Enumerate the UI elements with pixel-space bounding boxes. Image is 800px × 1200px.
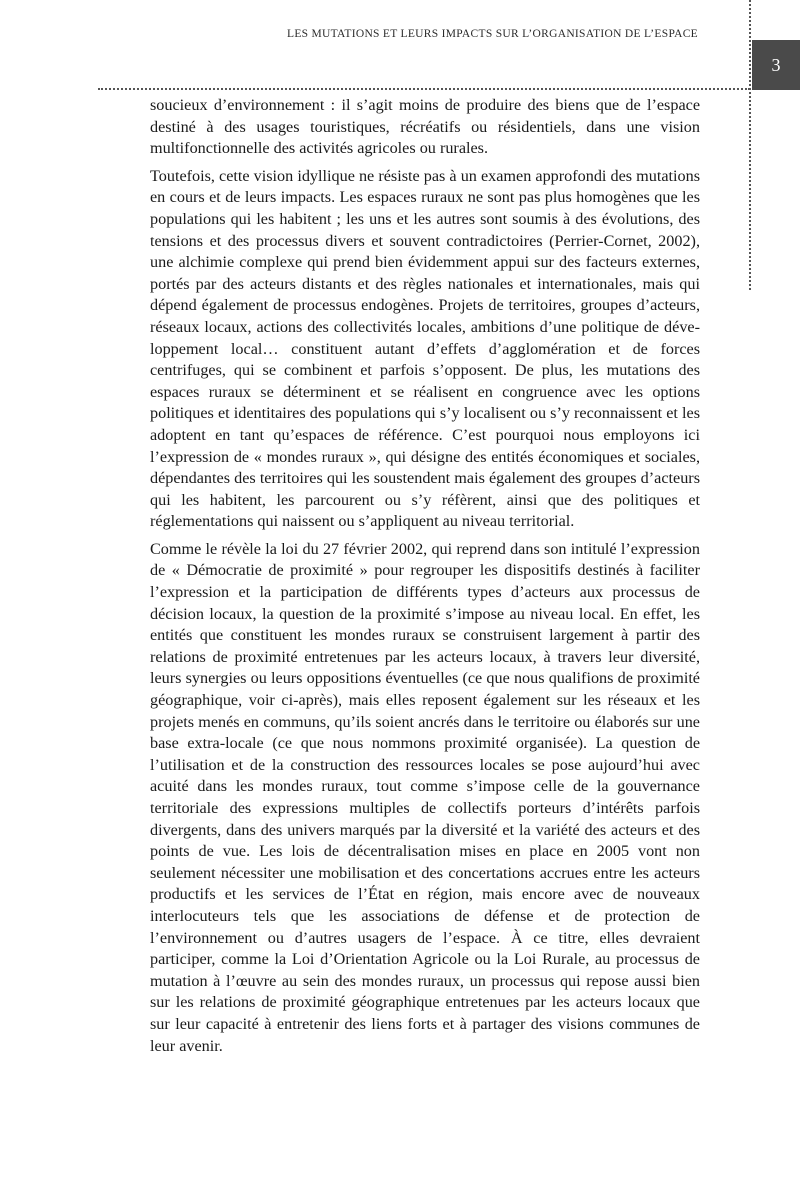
page-number: 3 bbox=[771, 54, 781, 75]
paragraph-1: soucieux d’environnement : il s’agit moins de produire des biens que de l’espace destiné à des usages touristiques, récréatifs ou résidentiels, dans une vision multifonctionnelle des activités agricoles ou rurales. bbox=[150, 96, 700, 158]
paragraph-2: Toutefois, cette vision idyllique ne résiste pas à un examen approfondi des mutations en cours et de leurs impacts. Les espaces ruraux ne sont pas plus homogènes que les populations qui les habitent ; les uns et les autres sont soumis à des évolutions, des tensions et des processus divers et souvent contradictoires (Perrier-Cornet, 2002), une alchimie complexe qui prend bien évidemment appui sur des facteurs externes, portés par des acteurs distants et des règles nationales et internationales, mais qui dépend également de processus endogènes. Projets de territoires, groupes d’acteurs, réseaux locaux, actions des collectivités locales, ambitions d’une politique de développement local… constituent autant d’effets d’agglomération et de forces centrifuges, qui se combinent et parfois s’opposent. De plus, les mutations des espaces ruraux se déterminent et se réalisent en congruence avec les options politiques et identitaires des populations qui s’y localisent ou s’y reconnaissent et les adoptent en tant qu’espaces de référence. C’est pourquoi nous employons ici l’expression de « mondes ruraux », qui désigne des entités économiques et sociales, dépendantes des territoires qui les soustendent mais également des groupes d’acteurs qui les habitent, les parcourent ou s’y réfèrent, ainsi que des politiques et réglementations qui naissent ou s’appliquent au niveau territorial. bbox=[150, 166, 700, 531]
body-text bbox=[150, 95, 700, 1063]
running-header: LES MUTATIONS ET LEURS IMPACTS SUR L’ORGANISATION DE L’ESPACE bbox=[287, 28, 698, 40]
header-dotted-rule bbox=[98, 88, 750, 90]
side-dotted-rule bbox=[749, 0, 751, 290]
paragraph-3: Comme le révèle la loi du 27 février 2002, qui reprend dans son intitulé l’expression de « Démocratie de proximité » pour regrouper les dispositifs destinés à faciliter l’expression et la participation de différents types d’acteurs aux processus de décision locaux, la question de la proximité s’impose au niveau local. En effet, les entités que constituent les mondes ruraux se construisent largement à partir des relations de proximité entretenues par les acteurs locaux, à travers leur diversité, leurs synergies ou leurs oppositions éventuelles (ce que nous qualifions de proximité géographique, voir ci-après), mais elles reposent également sur les réseaux et les projets menés en communs, qu’ils soient ancrés dans le territoire ou élaborés sur une base extra-locale (ce que nous nommons proximité organisée). La question de l’utilisation et de la construction des ressources locales se pose aujourd’hui avec acuité dans les mondes ruraux, tout comme s’impose celle de la gouvernance territoriale des expressions multiples de collectifs porteurs d’intérêts parfois divergents, dans des univers marqués par la diversité et la variété des acteurs et des points de vue. Les lois de décentralisation mises en place en 2005 vont non seulement nécessiter une mobilisation et des concertations accrues entre les acteurs productifs et les services de l’État en région, mais encore avec de nouveaux interlocuteurs tels que les associations de défense et de protection de l’environnement ou d’autres usagers de l’espace. À ce titre, elles devraient participer, comme la Loi d’Orientation Agricole ou la Loi Rurale, au processus de mutation à l’œuvre au sein des mondes ruraux, un processus qui repose aussi bien sur les relations de proximité géographique entretenues par les acteurs locaux que sur leur capacité à entretenir des liens forts et à partager des visions communes de leur avenir. bbox=[150, 539, 700, 1055]
page-number-tab bbox=[752, 40, 800, 90]
